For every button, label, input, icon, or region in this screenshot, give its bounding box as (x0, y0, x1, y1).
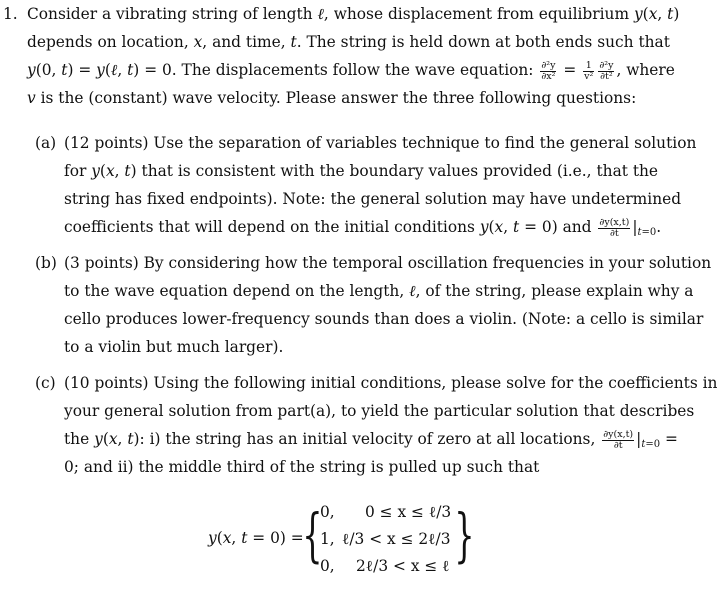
intro-line-2: depends on location, x, and time, t. The string is held down at both ends such that (27, 33, 670, 51)
intro-line-1: Consider a vibrating string of length ℓ, whose displacement from equilibrium y(x, t) (27, 5, 680, 23)
part-a-line-2: for y(x, t) that is consistent with the boundary values provided (i.e., that the (64, 162, 659, 180)
part-a-line-4: coefficients that will depend on the initial conditions y(x, t = 0) and $\frac{\partial y(x,t)}{\partial t}$ $|_{t=0}$. (64, 216, 662, 239)
part-a-label: (a) (35, 134, 57, 152)
piecewise-row-1-value: 0, (320, 503, 335, 521)
part-c-label: (c) (35, 374, 56, 392)
wave-eq-lhs-fraction: $\frac{\text{∂²y}}{\text{∂x²}}$ (541, 59, 556, 82)
zero-velocity-fraction: $\frac{\partial y(x,t)}{\partial t}$ (603, 428, 634, 451)
wave-eq-rhs-fraction: $\frac{\text{∂²y}}{\text{∂t²}}$ (599, 59, 614, 82)
initial-velocity-fraction: $\frac{\partial y(x,t)}{\partial t}$ (599, 216, 630, 239)
part-c-line-3: the y(x, t): i) the string has an initial velocity of zero at all locations, $\frac{\partial y(x,t)}{\partial t}$ $|_{t=0}$ = (64, 428, 678, 451)
piecewise-row-1-condition: 0 ≤ x ≤ ℓ/3 (365, 503, 452, 521)
problem-number: 1. (3, 5, 18, 23)
piecewise-lhs: y(x, t = 0) = (208, 529, 304, 547)
intro-line-4: v is the (constant) wave velocity. Please answer the three following questions: (27, 89, 637, 107)
part-c-line-1: (10 points) Using the following initial conditions, please solve for the coefficients in (64, 374, 717, 392)
piecewise-row-3-condition: 2ℓ/3 < x ≤ ℓ (356, 557, 450, 575)
part-a-line-3: string has fixed endpoints). Note: the general solution may have undetermined (64, 190, 682, 208)
intro-line-3: y(0, t) = y(ℓ, t) = 0. The displacements follow the wave equation: $\frac{\text{∂²y}}{\text{∂x²}}$ = $\frac{1}{\text{v²}}$ $\frac{\text{∂²y}}{\text{∂t²}}$ , where (27, 59, 675, 82)
part-c-line-4: 0; and ii) the middle third of the string is pulled up such that (64, 458, 540, 476)
piecewise-row-3-value: 0, (320, 557, 335, 575)
part-b-line-2: to the wave equation depend on the length, ℓ, of the string, please explain why a (64, 282, 694, 300)
part-c-line-2: your general solution from part(a), to yield the particular solution that describes (64, 402, 695, 420)
piecewise-row-2-value: 1, (320, 530, 335, 548)
piecewise-left-brace: { (302, 501, 323, 569)
part-b-line-1: (3 points) By considering how the temporal oscillation frequencies in your solution (64, 254, 712, 272)
part-b-line-3: cello produces lower-frequency sounds than does a violin. (Note: a cello is similar (64, 310, 704, 328)
part-b-line-4: to a violin but much larger). (64, 338, 284, 356)
part-a-line-1: (12 points) Use the separation of variables technique to find the general solution (64, 134, 697, 152)
piecewise-row-2-condition: ℓ/3 < x ≤ 2ℓ/3 (342, 530, 451, 548)
part-b-label: (b) (35, 254, 57, 272)
piecewise-right-brace: } (454, 501, 475, 569)
wave-eq-velocity-fraction: $\frac{1}{\text{v²}}$ (584, 59, 594, 82)
